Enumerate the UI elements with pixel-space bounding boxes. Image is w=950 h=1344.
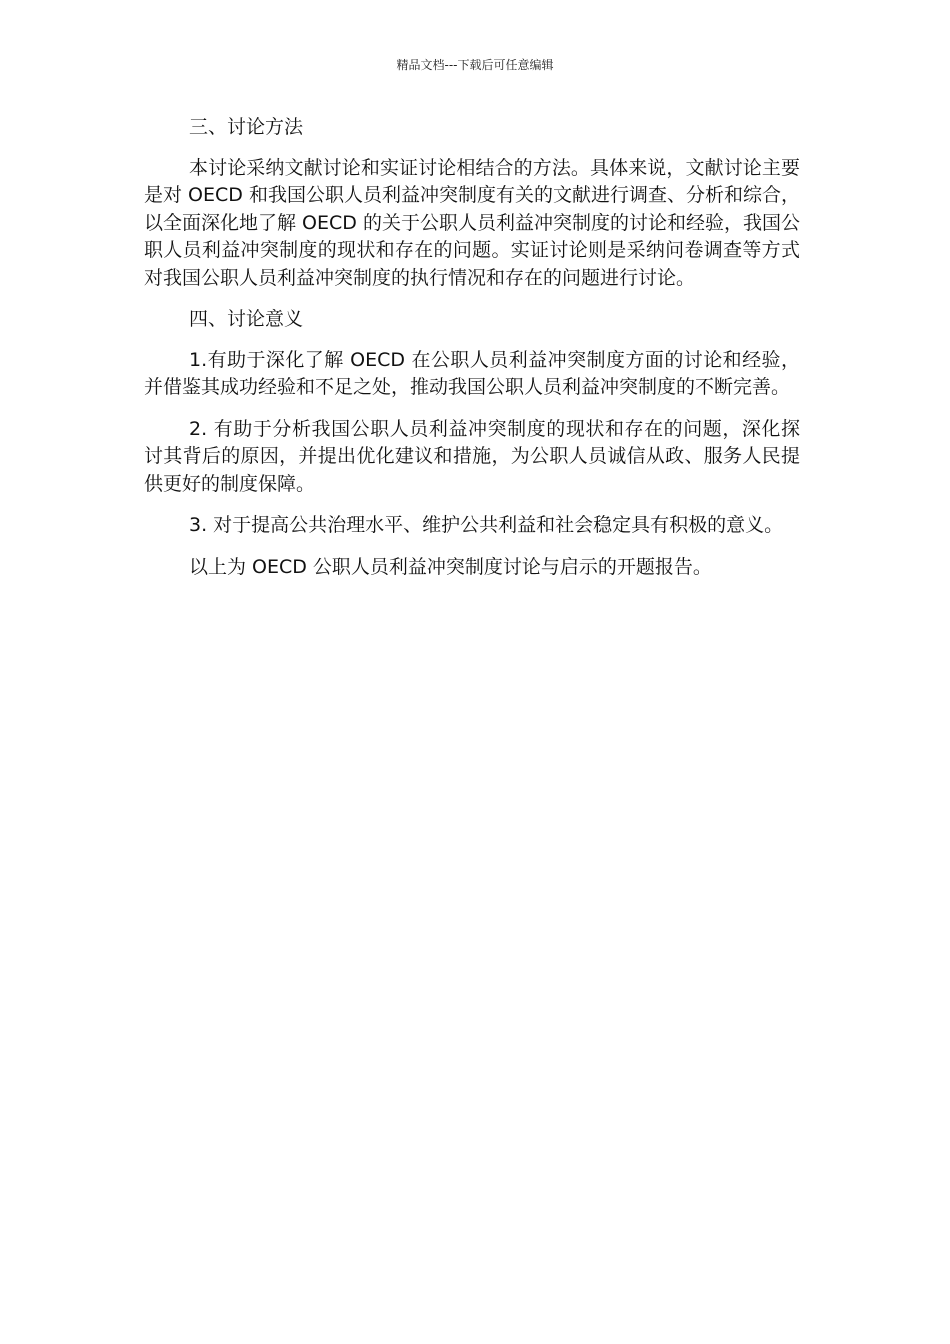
page-header: 精品文档---下载后可任意编辑 — [396, 58, 554, 72]
methods-paragraph: 本讨论采纳文献讨论和实证讨论相结合的方法。具体来说，文献讨论主要是对 OECD 和我国公职人员利益冲突制度有关的文献进行调查、分析和综合，以全面深化地了解 OECD 的关于公职人员利益冲突制度的讨论和经验，我国公职人员利益冲突制度的现状和存在的问题。实证讨论则是采纳问卷调查等方式对我国公职人员利益冲突制度的执行情况和存在的问题进行讨论。 — [144, 156, 800, 289]
document-body — [144, 114, 800, 581]
significance-item-3: 3. 对于提高公共治理水平、维护公共利益和社会稳定具有积极的意义。 — [189, 514, 784, 536]
section-heading-significance: 四、讨论意义 — [189, 308, 304, 330]
significance-item-2: 2. 有助于分析我国公职人员利益冲突制度的现状和存在的问题，深化探讨其背后的原因，并提出优化建议和措施，为公职人员诚信从政、服务人民提供更好的制度保障。 — [144, 417, 800, 495]
section-heading-methods: 三、讨论方法 — [189, 116, 304, 138]
closing-paragraph: 以上为 OECD 公职人员利益冲突制度讨论与启示的开题报告。 — [189, 555, 712, 578]
significance-item-1: 1.有助于深化了解 OECD 在公职人员利益冲突制度方面的讨论和经验，并借鉴其成功经验和不足之处，推动我国公职人员利益冲突制度的不断完善。 — [144, 348, 800, 398]
